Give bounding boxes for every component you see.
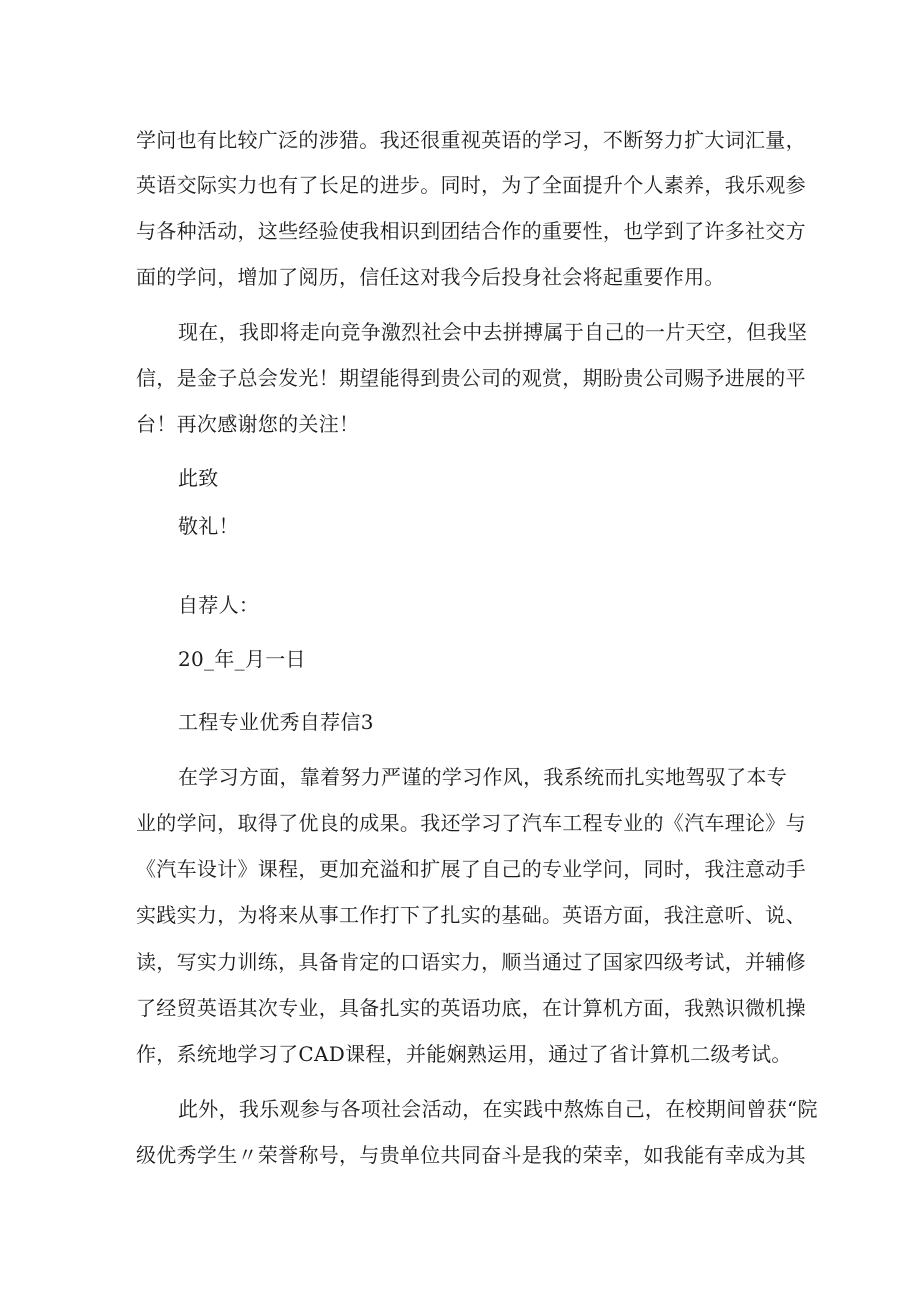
body-line: 与各种活动，这些经验使我相识到团结合作的重要性，也学到了许多社交方 [136,219,806,243]
body-line: 英语交际实力也有了长足的进步。同时，为了全面提升个人素养，我乐观参 [136,173,806,197]
signature-label: 自荐人： [178,593,260,617]
body-line: 在学习方面，靠着努力严谨的学习作风，我系统而扎实地驾驭了本专 [178,765,787,789]
body-line: 作，系统地学习了CAD课程，并能娴熟运用，通过了省计算机二级考试。 [136,1042,792,1066]
body-line: 学问也有比较广泛的涉猎。我还很重视英语的学习，不断努力扩大词汇量， [136,128,806,152]
body-line: 《汽车设计》课程，更加充溢和扩展了自己的专业学问，同时，我注意动手 [136,857,806,881]
body-line: 台！再次感谢您的关注！ [136,412,360,436]
body-line: 了经贸英语其次专业，具备扎实的英语功底，在计算机方面，我熟识微机操 [136,996,806,1020]
body-line: 现在，我即将走向竞争激烈社会中去拼搏属于自己的一片天空，但我坚 [178,320,808,344]
body-line: 读，写实力训练，具备肯定的口语实力，顺当通过了国家四级考试，并辅修 [136,950,806,974]
date-line: 20_年_月一日 [178,647,306,671]
section-title: 工程专业优秀自荐信3 [178,710,374,734]
body-line: 级优秀学生〃荣誉称号，与贵单位共同奋斗是我的荣幸，如我能有幸成为其 [136,1143,806,1167]
body-line: 信，是金子总会发光！期望能得到贵公司的观赏，期盼贵公司赐予进展的平 [136,366,806,390]
body-line: 业的学问，取得了优良的成果。我还学习了汽车工程专业的《汽车理论》与 [136,811,806,835]
salutation-closing: 此致 [178,466,219,490]
body-line: 此外，我乐观参与各项社会活动，在实践中熬炼自己，在校期间曾获“院 [178,1097,818,1121]
body-line: 实践实力，为将来从事工作打下了扎实的基础。英语方面，我注意听、说、 [136,903,806,927]
salutation-regards: 敬礼！ [178,514,239,538]
body-line: 面的学问，增加了阅历，信任这对我今后投身社会将起重要作用。 [136,265,725,289]
